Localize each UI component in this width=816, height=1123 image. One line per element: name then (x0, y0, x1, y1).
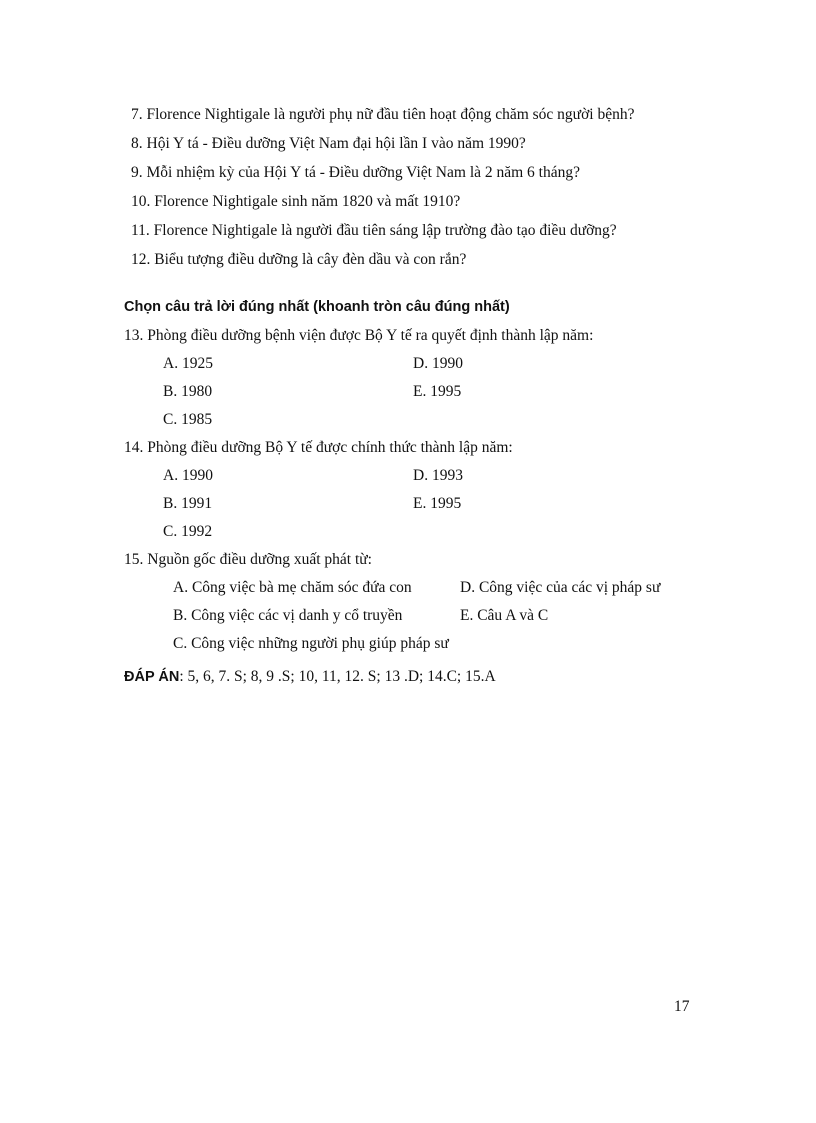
option-row (124, 353, 704, 381)
answer-text: : 5, 6, 7. S; 8, 9 .S; 10, 11, 12. S; 13 .D; 14.C; 15.A (179, 668, 496, 685)
option-c[interactable]: C. 1985 (163, 411, 213, 428)
list-item: 12. Biểu tượng điều dưỡng là cây đèn dầu và con rắn? (131, 251, 467, 268)
page-number: 17 (674, 998, 690, 1015)
option-d[interactable]: D. Công việc của các vị pháp sư (460, 579, 661, 596)
list-item: 7. Florence Nightigale là người phụ nữ đầu tiên hoạt động chăm sóc người bệnh? (131, 106, 635, 123)
option-d[interactable]: D. 1993 (413, 467, 463, 484)
option-b[interactable]: B. 1991 (163, 495, 213, 512)
question-text: 15. Nguồn gốc điều dưỡng xuất phát từ: (124, 551, 372, 568)
option-row (124, 577, 704, 605)
option-a[interactable]: A. 1990 (163, 467, 213, 484)
true-false-list (131, 104, 686, 278)
list-item: 11. Florence Nightigale là người đầu tiên sáng lập trường đào tạo điều dưỡng? (131, 222, 617, 239)
option-b[interactable]: B. 1980 (163, 383, 213, 400)
question-13 (124, 325, 704, 437)
option-b[interactable]: B. Công việc các vị danh y cổ truyền (173, 607, 403, 624)
option-row (124, 605, 704, 633)
option-e[interactable]: E. Câu A và C (460, 607, 549, 624)
list-item: 8. Hội Y tá - Điều dưỡng Việt Nam đại hội lần I vào năm 1990? (131, 135, 526, 152)
question-15 (124, 549, 704, 661)
option-c[interactable]: C. Công việc những người phụ giúp pháp sư (173, 635, 449, 652)
list-item: 10. Florence Nightigale sinh năm 1820 và mất 1910? (131, 193, 461, 210)
answer-key (124, 666, 496, 688)
option-a[interactable]: A. 1925 (163, 355, 213, 372)
option-row (124, 633, 704, 661)
question-text: 14. Phòng điều dưỡng Bộ Y tế được chính thức thành lập năm: (124, 439, 513, 456)
option-row (124, 465, 704, 493)
question-14 (124, 437, 704, 549)
option-row (124, 521, 704, 549)
answer-label: ĐÁP ÁN (124, 669, 180, 685)
option-e[interactable]: E. 1995 (413, 383, 462, 400)
option-row (124, 381, 704, 409)
option-a[interactable]: A. Công việc bà mẹ chăm sóc đứa con (173, 579, 412, 596)
option-c[interactable]: C. 1992 (163, 523, 213, 540)
option-d[interactable]: D. 1990 (413, 355, 463, 372)
list-item: 9. Mỗi nhiệm kỳ của Hội Y tá - Điều dưỡng Việt Nam là 2 năm 6 tháng? (131, 164, 581, 181)
question-text: 13. Phòng điều dưỡng bệnh viện được Bộ Y tế ra quyết định thành lập năm: (124, 327, 594, 344)
option-e[interactable]: E. 1995 (413, 495, 462, 512)
section-title: Chọn câu trả lời đúng nhất (khoanh tròn câu đúng nhất) (124, 299, 510, 315)
option-row (124, 409, 704, 437)
option-row (124, 493, 704, 521)
